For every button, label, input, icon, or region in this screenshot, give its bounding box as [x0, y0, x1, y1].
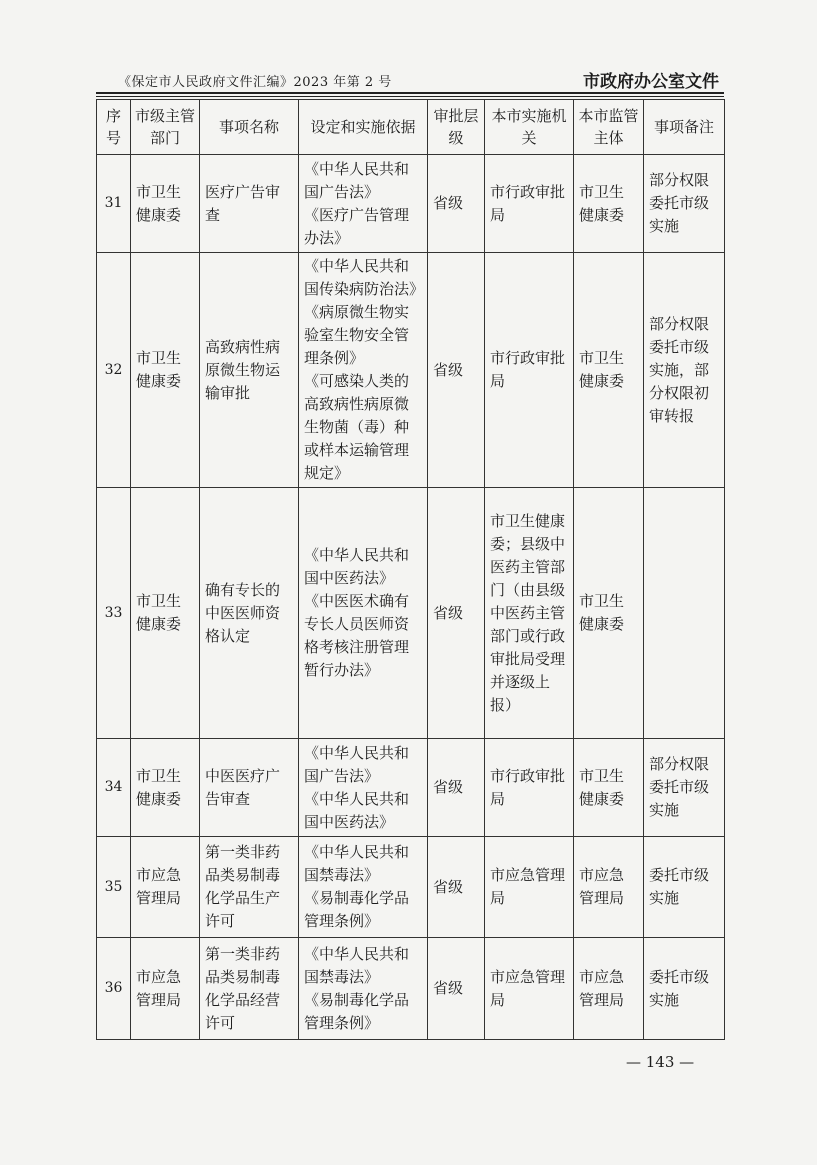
row-remark	[644, 488, 725, 739]
row-item-name: 确有专长的中医医师资格认定	[200, 488, 299, 739]
row-basis	[299, 155, 428, 253]
basis-law: 《中华人民共和国传染病防治法》	[304, 257, 425, 298]
row-basis	[299, 488, 428, 739]
row-supervisor: 市应急管理局	[574, 837, 644, 938]
row-number: 34	[97, 739, 131, 837]
row-item-name: 第一类非药品类易制毒化学品经营许可	[200, 938, 299, 1040]
row-supervisor: 市卫生健康委	[574, 488, 644, 739]
row-approval-level: 省级	[428, 837, 485, 938]
row-implementing-agency: 市卫生健康委；县级中医药主管部门（由县级中医药主管部门或行政审批局受理并逐级上报）	[485, 488, 574, 739]
row-department: 市卫生健康委	[131, 253, 200, 488]
basis-law: 《易制毒化学品管理条例》	[304, 990, 410, 1032]
row-remark: 委托市级实施	[644, 837, 725, 938]
row-department: 市卫生健康委	[131, 739, 200, 837]
row-item-name: 第一类非药品类易制毒化学品生产许可	[200, 837, 299, 938]
row-remark: 部分权限委托市级实施	[644, 155, 725, 253]
document-series-title: 《保定市人民政府文件汇编》2023 年第 2 号	[118, 75, 392, 90]
office-document-label: 市政府办公室文件	[583, 72, 719, 92]
row-basis	[299, 837, 428, 938]
row-item-name: 高致病性病原微生物运输审批	[200, 253, 299, 488]
row-approval-level: 省级	[428, 488, 485, 739]
basis-law: 《医疗广告管理办法》	[304, 205, 410, 247]
row-supervisor: 市卫生健康委	[574, 739, 644, 837]
column-header-department: 市级主管部门	[131, 100, 200, 155]
row-number: 32	[97, 253, 131, 488]
basis-law: 《中华人民共和国广告法》	[304, 159, 410, 201]
row-number: 35	[97, 837, 131, 938]
basis-law: 《易制毒化学品管理条例》	[304, 889, 410, 930]
header-rule-thick	[96, 92, 724, 94]
header-rule-thin	[96, 96, 724, 97]
row-supervisor: 市卫生健康委	[574, 253, 644, 488]
table-row	[97, 253, 725, 488]
row-item-name: 医疗广告审查	[200, 155, 299, 253]
page-number: — 143 —	[626, 1053, 695, 1071]
row-implementing-agency: 市行政审批局	[485, 253, 574, 488]
basis-law: 《病原微生物实验室生物安全管理条例》	[304, 303, 410, 367]
column-header-supervisor: 本市监管主体	[574, 100, 644, 155]
table-row	[97, 488, 725, 739]
basis-law: 《中华人民共和国禁毒法》	[304, 944, 410, 986]
row-remark: 部分权限委托市级实施	[644, 739, 725, 837]
row-supervisor: 市卫生健康委	[574, 155, 644, 253]
row-remark: 委托市级实施	[644, 938, 725, 1040]
table-header-row	[97, 100, 725, 155]
basis-law: 《中华人民共和国禁毒法》	[304, 843, 410, 884]
row-approval-level: 省级	[428, 938, 485, 1040]
row-number: 31	[97, 155, 131, 253]
row-number: 33	[97, 488, 131, 739]
row-supervisor: 市应急管理局	[574, 938, 644, 1040]
table-row	[97, 739, 725, 837]
row-approval-level: 省级	[428, 155, 485, 253]
row-basis	[299, 253, 428, 488]
basis-law: 《中华人民共和国中医药法》	[304, 546, 410, 587]
row-implementing-agency: 市应急管理局	[485, 938, 574, 1040]
row-implementing-agency: 市应急管理局	[485, 837, 574, 938]
basis-law: 《中华人民共和国中医药法》	[304, 789, 410, 831]
basis-law: 《中医医术确有专长人员医师资格考核注册管理暂行办法》	[304, 592, 410, 679]
table-row	[97, 155, 725, 253]
row-remark: 部分权限委托市级实施，部分权限初审转报	[644, 253, 725, 488]
table-row	[97, 938, 725, 1040]
row-approval-level: 省级	[428, 253, 485, 488]
row-department: 市卫生健康委	[131, 155, 200, 253]
column-header-basis: 设定和实施依据	[299, 100, 428, 155]
row-number: 36	[97, 938, 131, 1040]
column-header-remark: 事项备注	[644, 100, 725, 155]
row-department: 市应急管理局	[131, 938, 200, 1040]
column-header-item-name: 事项名称	[200, 100, 299, 155]
row-department: 市卫生健康委	[131, 488, 200, 739]
row-basis	[299, 739, 428, 837]
row-basis	[299, 938, 428, 1040]
row-implementing-agency: 市行政审批局	[485, 155, 574, 253]
column-header-implementing-agency: 本市实施机关	[485, 100, 574, 155]
row-department: 市应急管理局	[131, 837, 200, 938]
basis-law: 《中华人民共和国广告法》	[304, 743, 410, 785]
row-item-name: 中医医疗广告审查	[200, 739, 299, 837]
row-implementing-agency: 市行政审批局	[485, 739, 574, 837]
column-header-approval-level: 审批层级	[428, 100, 485, 155]
approval-items-table	[96, 99, 725, 1040]
table-row	[97, 837, 725, 938]
row-approval-level: 省级	[428, 739, 485, 837]
column-header-number: 序号	[97, 100, 131, 155]
basis-law: 《可感染人类的高致病性病原微生物菌（毒）种或样本运输管理规定》	[304, 372, 410, 482]
